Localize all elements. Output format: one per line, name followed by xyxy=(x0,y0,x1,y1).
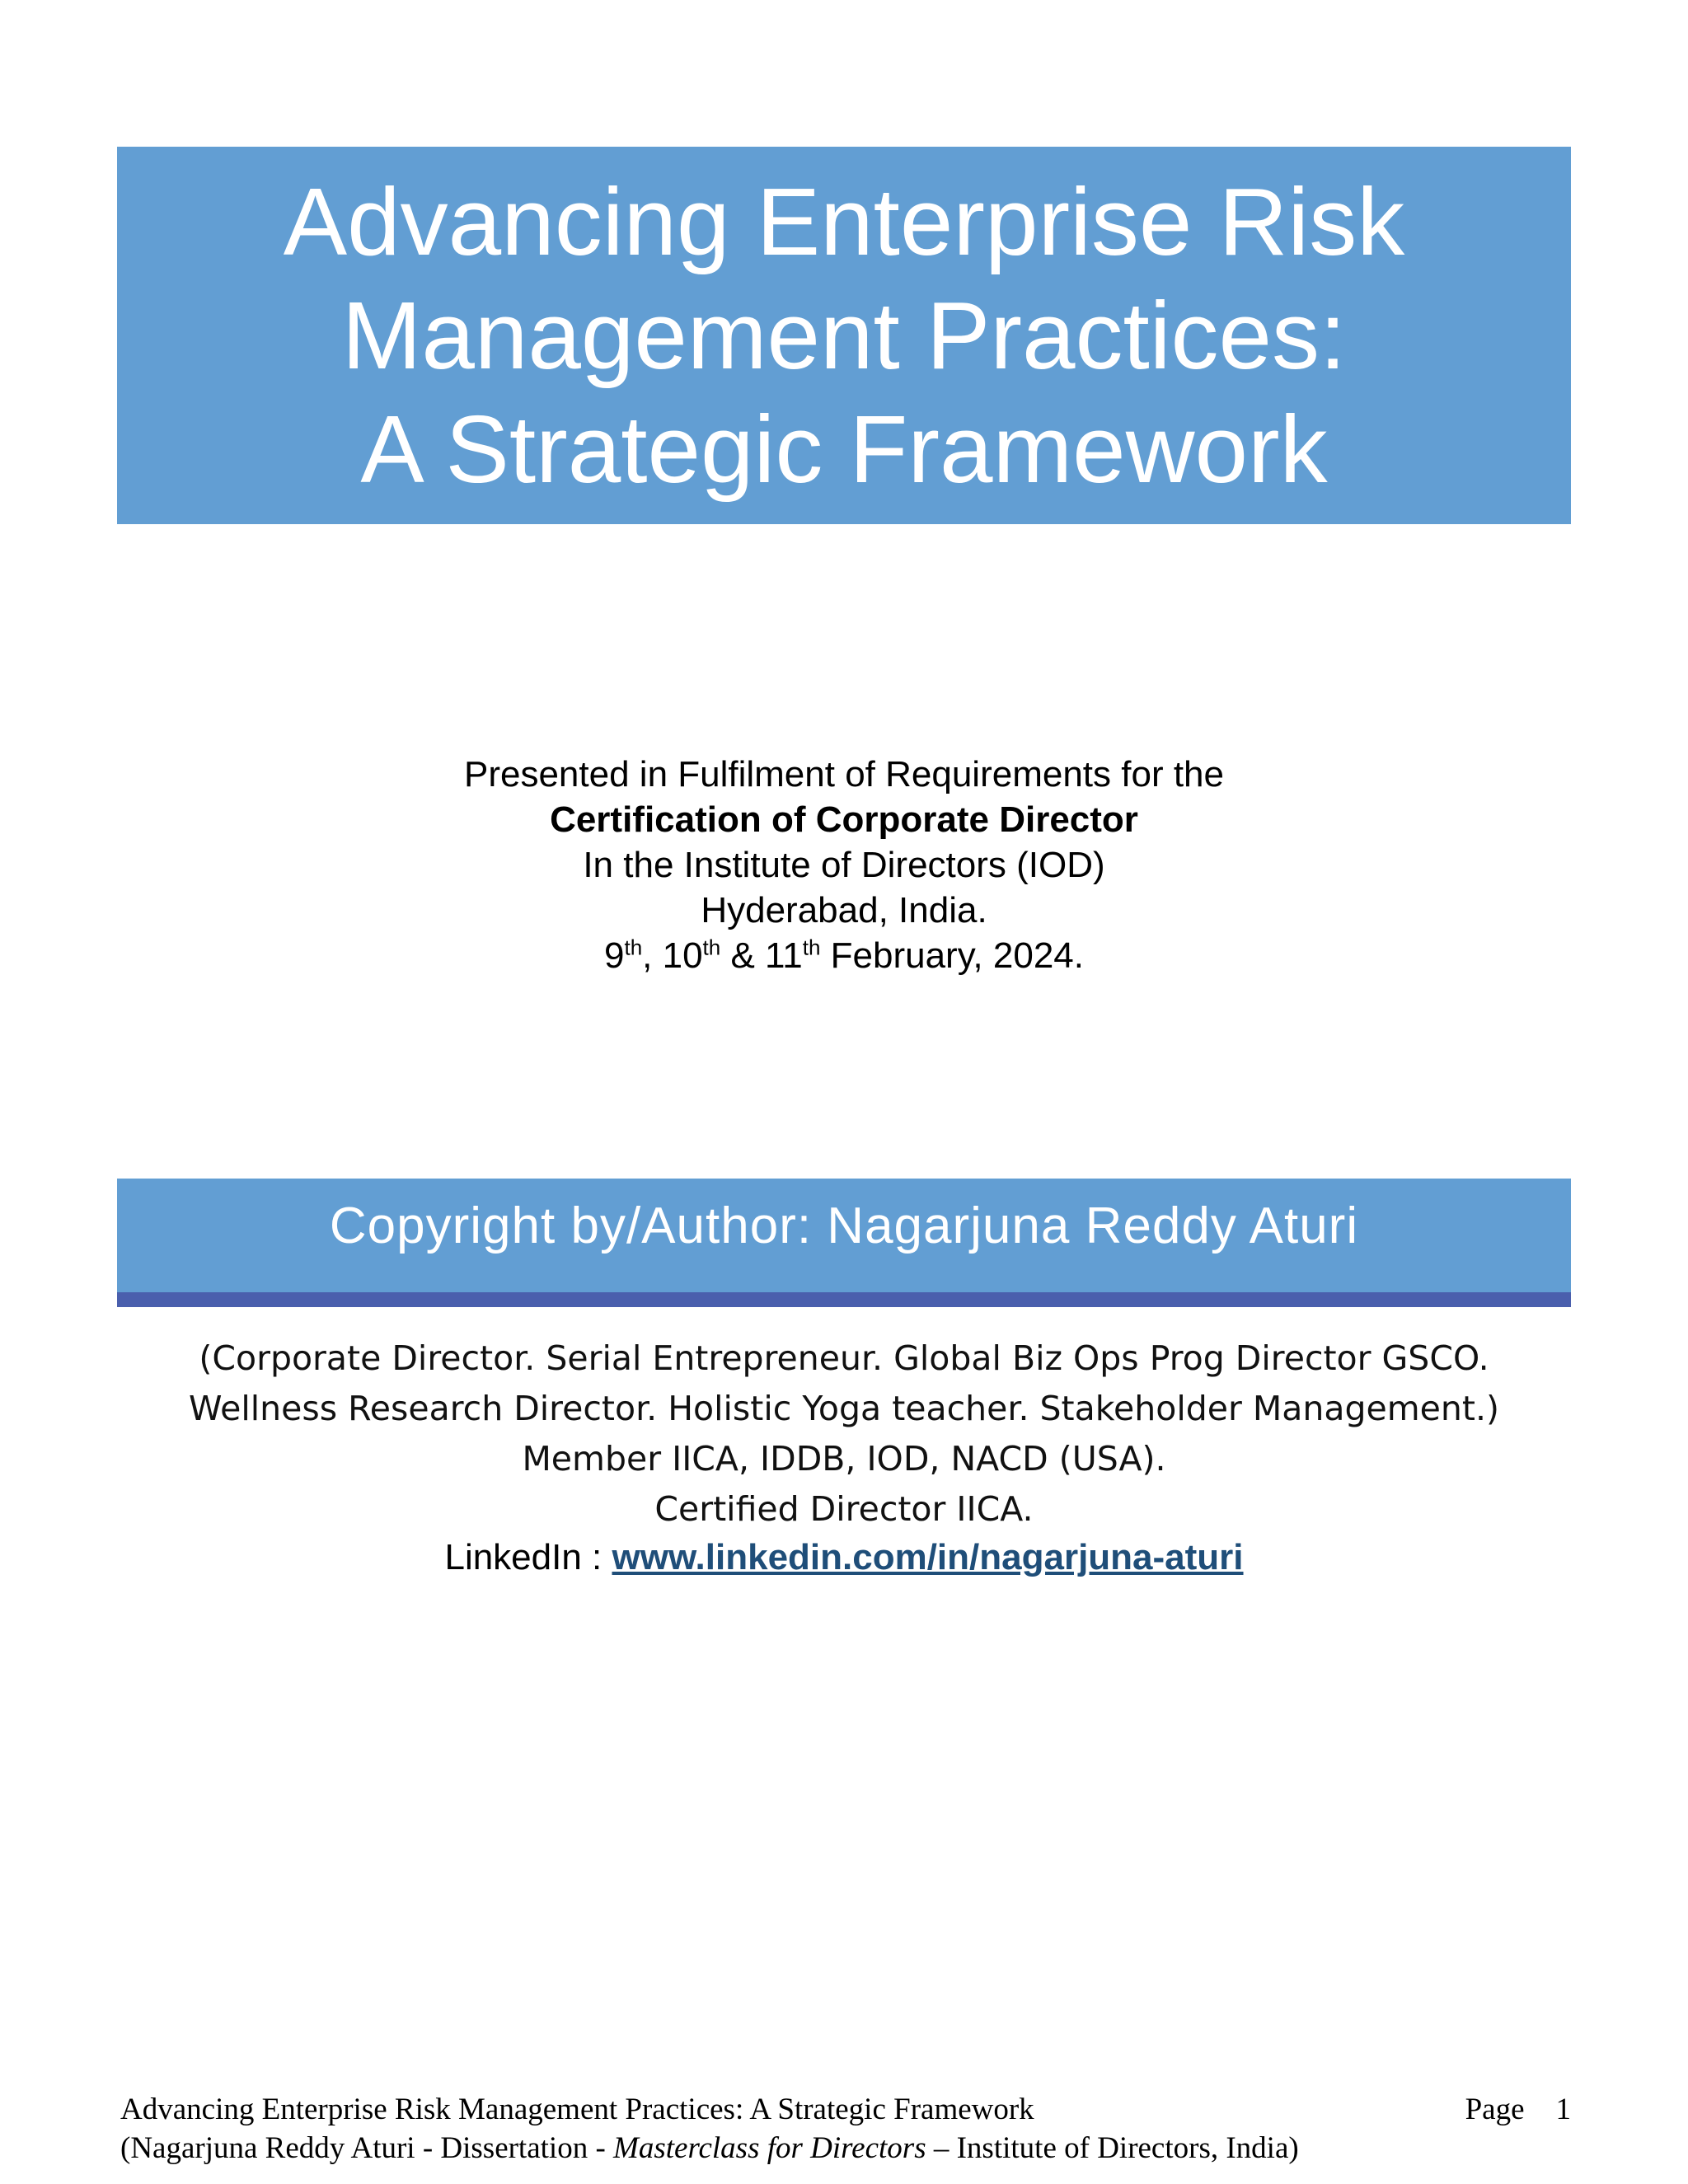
author-heading: Copyright by/Author: Nagarjuna Reddy Aturi xyxy=(329,1197,1359,1254)
linkedin-link[interactable]: www.linkedin.com/in/nagarjuna-aturi xyxy=(612,1537,1244,1577)
certification-name: Certification of Corporate Director xyxy=(550,799,1138,840)
institute-line: In the Institute of Directors (IOD) xyxy=(583,845,1105,885)
date-suffix-3: th xyxy=(802,935,821,960)
author-banner xyxy=(117,1179,1571,1307)
footer-title: Advancing Enterprise Risk Management Practices: A Strategic Framework xyxy=(120,2093,1034,2126)
footer-title-row xyxy=(120,2090,1571,2129)
author-detail-line: Wellness Research Director. Holistic Yoga teacher. Stakeholder Management.) xyxy=(189,1389,1499,1428)
date-day-2: , 10 xyxy=(642,935,703,976)
page-number: 1 xyxy=(1555,2093,1571,2126)
presented-line: Presented in Fulfilment of Requirements for the xyxy=(463,754,1224,794)
dates-line xyxy=(0,933,1688,978)
footer-subtitle-end: – Institute of Directors, India) xyxy=(926,2131,1299,2165)
title-line-3: A Strategic Framework xyxy=(360,396,1328,503)
author-details xyxy=(0,1333,1688,1535)
date-month-year: February, 2024. xyxy=(820,935,1084,976)
author-detail-line: (Corporate Director. Serial Entrepreneur. Global Biz Ops Prog Director GSCO. xyxy=(199,1338,1489,1378)
page-number-block xyxy=(1465,2090,1571,2129)
footer-subtitle-start: (Nagarjuna Reddy Aturi - Dissertation - xyxy=(120,2131,614,2165)
title-banner xyxy=(117,147,1571,524)
location-line: Hyderabad, India. xyxy=(701,890,987,930)
footer-subtitle-row xyxy=(120,2129,1571,2168)
page-footer xyxy=(120,2090,1571,2168)
presentation-statement xyxy=(0,752,1688,978)
date-day-3: & 11 xyxy=(720,935,803,976)
page-label: Page xyxy=(1465,2093,1525,2126)
title-line-1: Advancing Enterprise Risk xyxy=(283,168,1405,275)
linkedin-label: LinkedIn : xyxy=(444,1537,612,1577)
author-detail-line: Member IICA, IDDB, IOD, NACD (USA). xyxy=(522,1439,1166,1479)
linkedin-row xyxy=(0,1535,1688,1581)
date-suffix-2: th xyxy=(702,935,721,960)
author-detail-line: Certified Director IICA. xyxy=(654,1489,1034,1529)
title-line-2: Management Practices: xyxy=(341,282,1347,389)
date-day-1: 9 xyxy=(603,935,625,976)
footer-subtitle-italic: Masterclass for Directors xyxy=(613,2131,926,2165)
date-suffix-1: th xyxy=(624,935,643,960)
